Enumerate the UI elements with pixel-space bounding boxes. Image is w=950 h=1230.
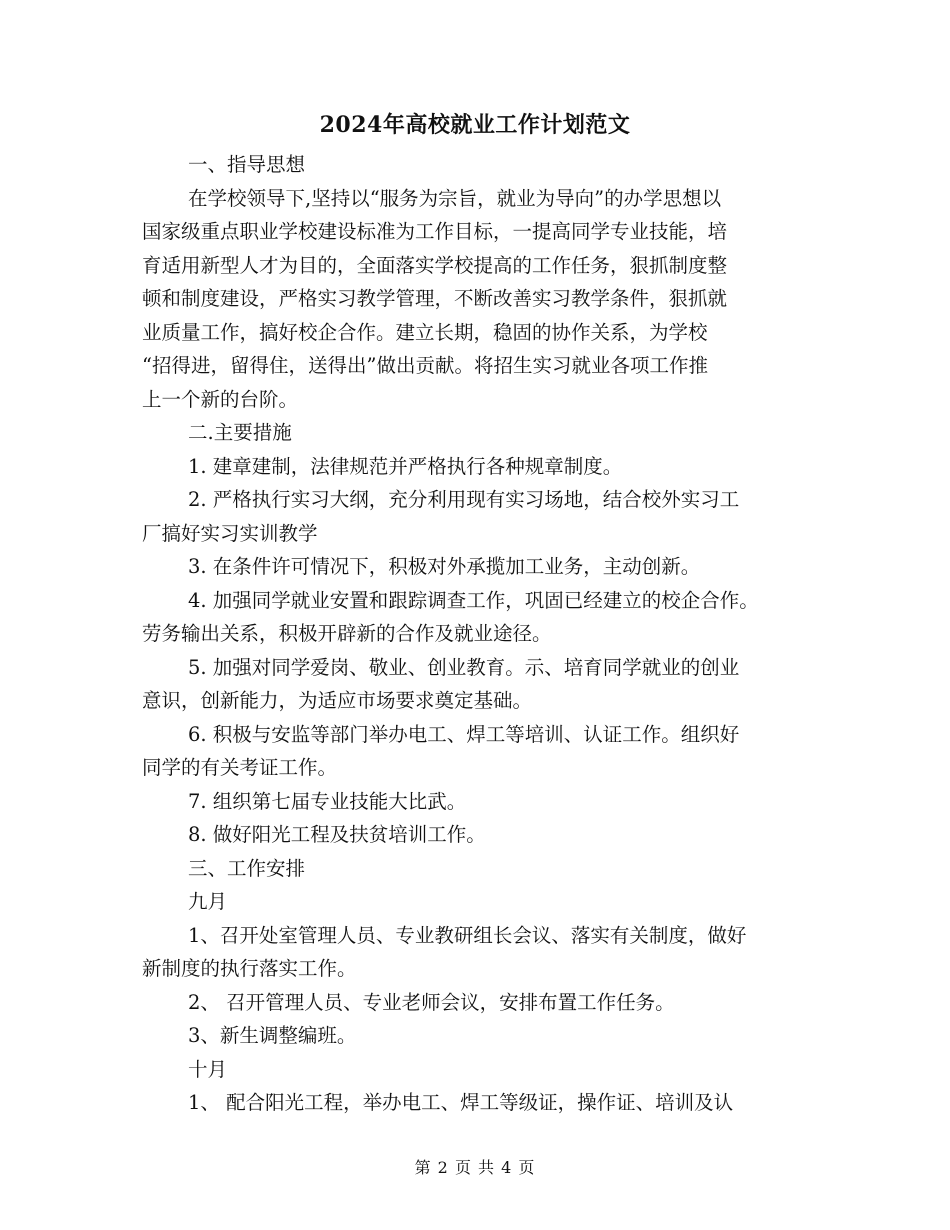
text-line: 1、 配合阳光工程，举办电工、焊工等级证，操作证、培训及认 xyxy=(188,1091,734,1114)
text-line: 4. 加强同学就业安置和跟踪调查工作，巩固已经建立的校企合作。 xyxy=(188,588,759,612)
text-line: 上一个新的台阶。 xyxy=(142,387,299,411)
text-line: 同学的有关考证工作。 xyxy=(142,756,338,779)
text-line: 意识，创新能力，为适应市场要求奠定基础。 xyxy=(142,689,533,712)
text-line: 3. 在条件许可情况下，积极对外承揽加工业务，主动创新。 xyxy=(188,555,701,578)
text-line: 6. 积极与安监等部门举办电工、焊工等培训、认证工作。组织好 xyxy=(188,722,740,746)
text-line: 新制度的执行落实工作。 xyxy=(142,957,357,980)
text-line: “招得进，留得住，送得出”做出贡献。将招生实习就业各项工作推 xyxy=(142,354,708,377)
text-line: 顿和制度建设，严格实习教学管理，不断改善实习教学条件，狠抓就 xyxy=(142,287,728,310)
text-line: 2、 召开管理人员、专业老师会议，安排布置工作任务。 xyxy=(188,990,675,1014)
text-line: 2. 严格执行实习大纲，充分利用现有实习场地，结合校外实习工 xyxy=(188,488,740,511)
text-line: 二.主要措施 xyxy=(188,421,292,444)
text-line: 1、召开处室管理人员、专业教研组长会议、落实有关制度，做好 xyxy=(188,923,747,947)
text-line: 十月 xyxy=(188,1057,228,1081)
text-line: 在学校领导下,坚持以“服务为宗旨，就业为导向”的办学思想以 xyxy=(188,186,722,210)
text-line: 业质量工作，搞好校企合作。建立长期，稳固的协作关系，为学校 xyxy=(142,320,708,344)
text-line: 育适用新型人才为目的，全面落实学校提高的工作任务，狠抓制度整 xyxy=(142,253,728,277)
document-body xyxy=(142,148,832,1120)
text-line: 国家级重点职业学校建设标准为工作目标，一提高同学专业技能，培 xyxy=(142,220,728,243)
text-line: 一、指导思想 xyxy=(188,153,306,176)
text-line: 5. 加强对同学爱岗、敬业、创业教育。示、培育同学就业的创业 xyxy=(188,655,740,679)
text-line: 九月 xyxy=(188,890,228,913)
text-line: 劳务输出关系，积极开辟新的合作及就业途径。 xyxy=(142,622,552,645)
page-footer: 第 2 页 共 4 页 xyxy=(414,1158,536,1177)
text-line: 7. 组织第七届专业技能大比武。 xyxy=(188,789,467,813)
text-line: 三、工作安排 xyxy=(188,856,306,880)
text-line: 1. 建章建制，法律规范并严格执行各种规章制度。 xyxy=(188,454,623,478)
text-line: 8. 做好阳光工程及扶贫培训工作。 xyxy=(188,823,486,846)
document-title: 2024年高校就业工作计划范文 xyxy=(319,112,631,138)
text-line: 3、新生调整编班。 xyxy=(188,1024,357,1047)
text-line: 厂搞好实习实训教学 xyxy=(142,521,318,545)
